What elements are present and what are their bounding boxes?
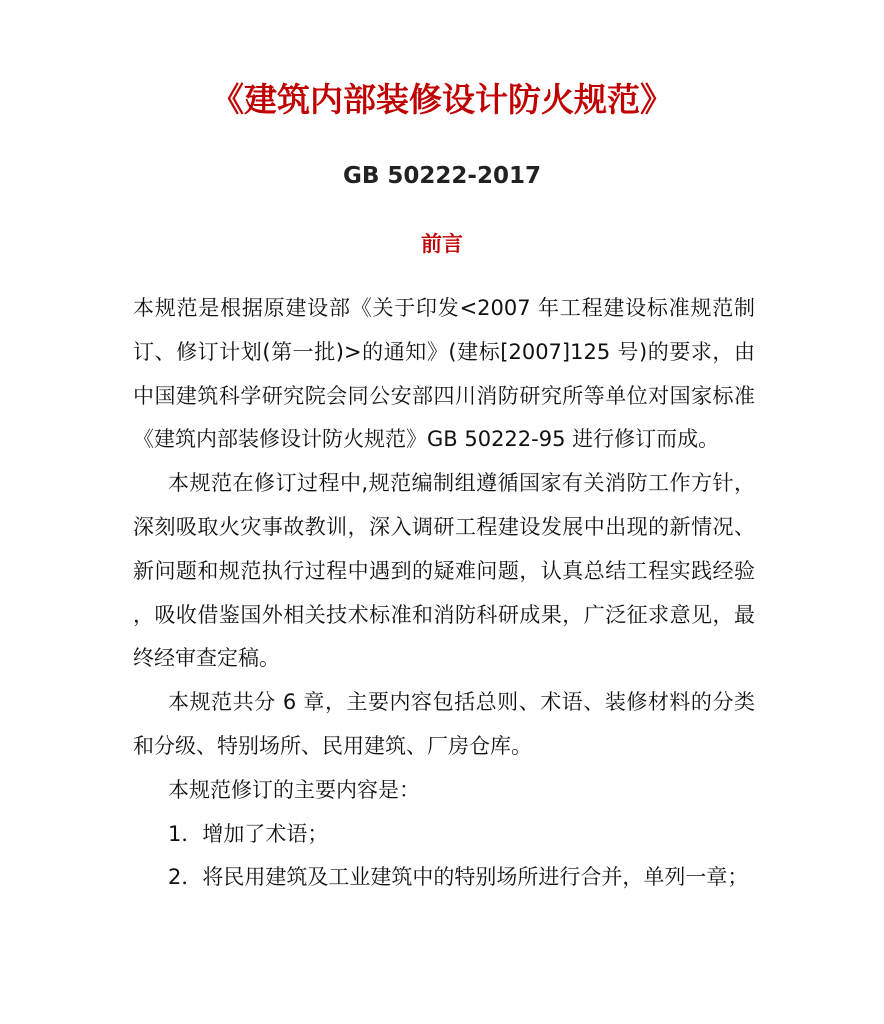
paragraph-3: 本规范共分 6 章，主要内容包括总则、术语、装修材料的分类和分级、特别场所、民用建筑、厂房仓库。 [133,690,755,758]
paragraph-4: 本规范修订的主要内容是： [168,777,420,802]
document-title: 《建筑内部装修设计防火规范》 [211,80,673,119]
paragraph-1: 本规范是根据原建设部《关于印发<2007 年工程建设标准规范制订、修订计划(第一批)>的通知》(建标[2007]125 号)的要求，由中国建筑科学研究院会同公安部四川消防研究所等单位对国家标准《建筑内部装修设计防火规范》GB 50222-95 进行修订而成。 [133,296,755,452]
list-item-1: 1．增加了术语； [168,821,329,846]
list-item-2: 2．将民用建筑及工业建筑中的特别场所进行合并，单列一章； [168,865,749,890]
standard-code: GB 50222-2017 [343,163,541,189]
paragraph-2: 本规范在修订过程中,规范编制组遵循国家有关消防工作方针，深刻吸取火灾事故教训，深入调研工程建设发展中出现的新情况、新问题和规范执行过程中遇到的疑难问题，认真总结工程实践经验，吸收借鉴国外相关技术标准和消防科研成果，广泛征求意见，最终经审查定稿。 [133,471,755,671]
section-title: 前言 [421,232,463,256]
document-body [133,287,755,900]
